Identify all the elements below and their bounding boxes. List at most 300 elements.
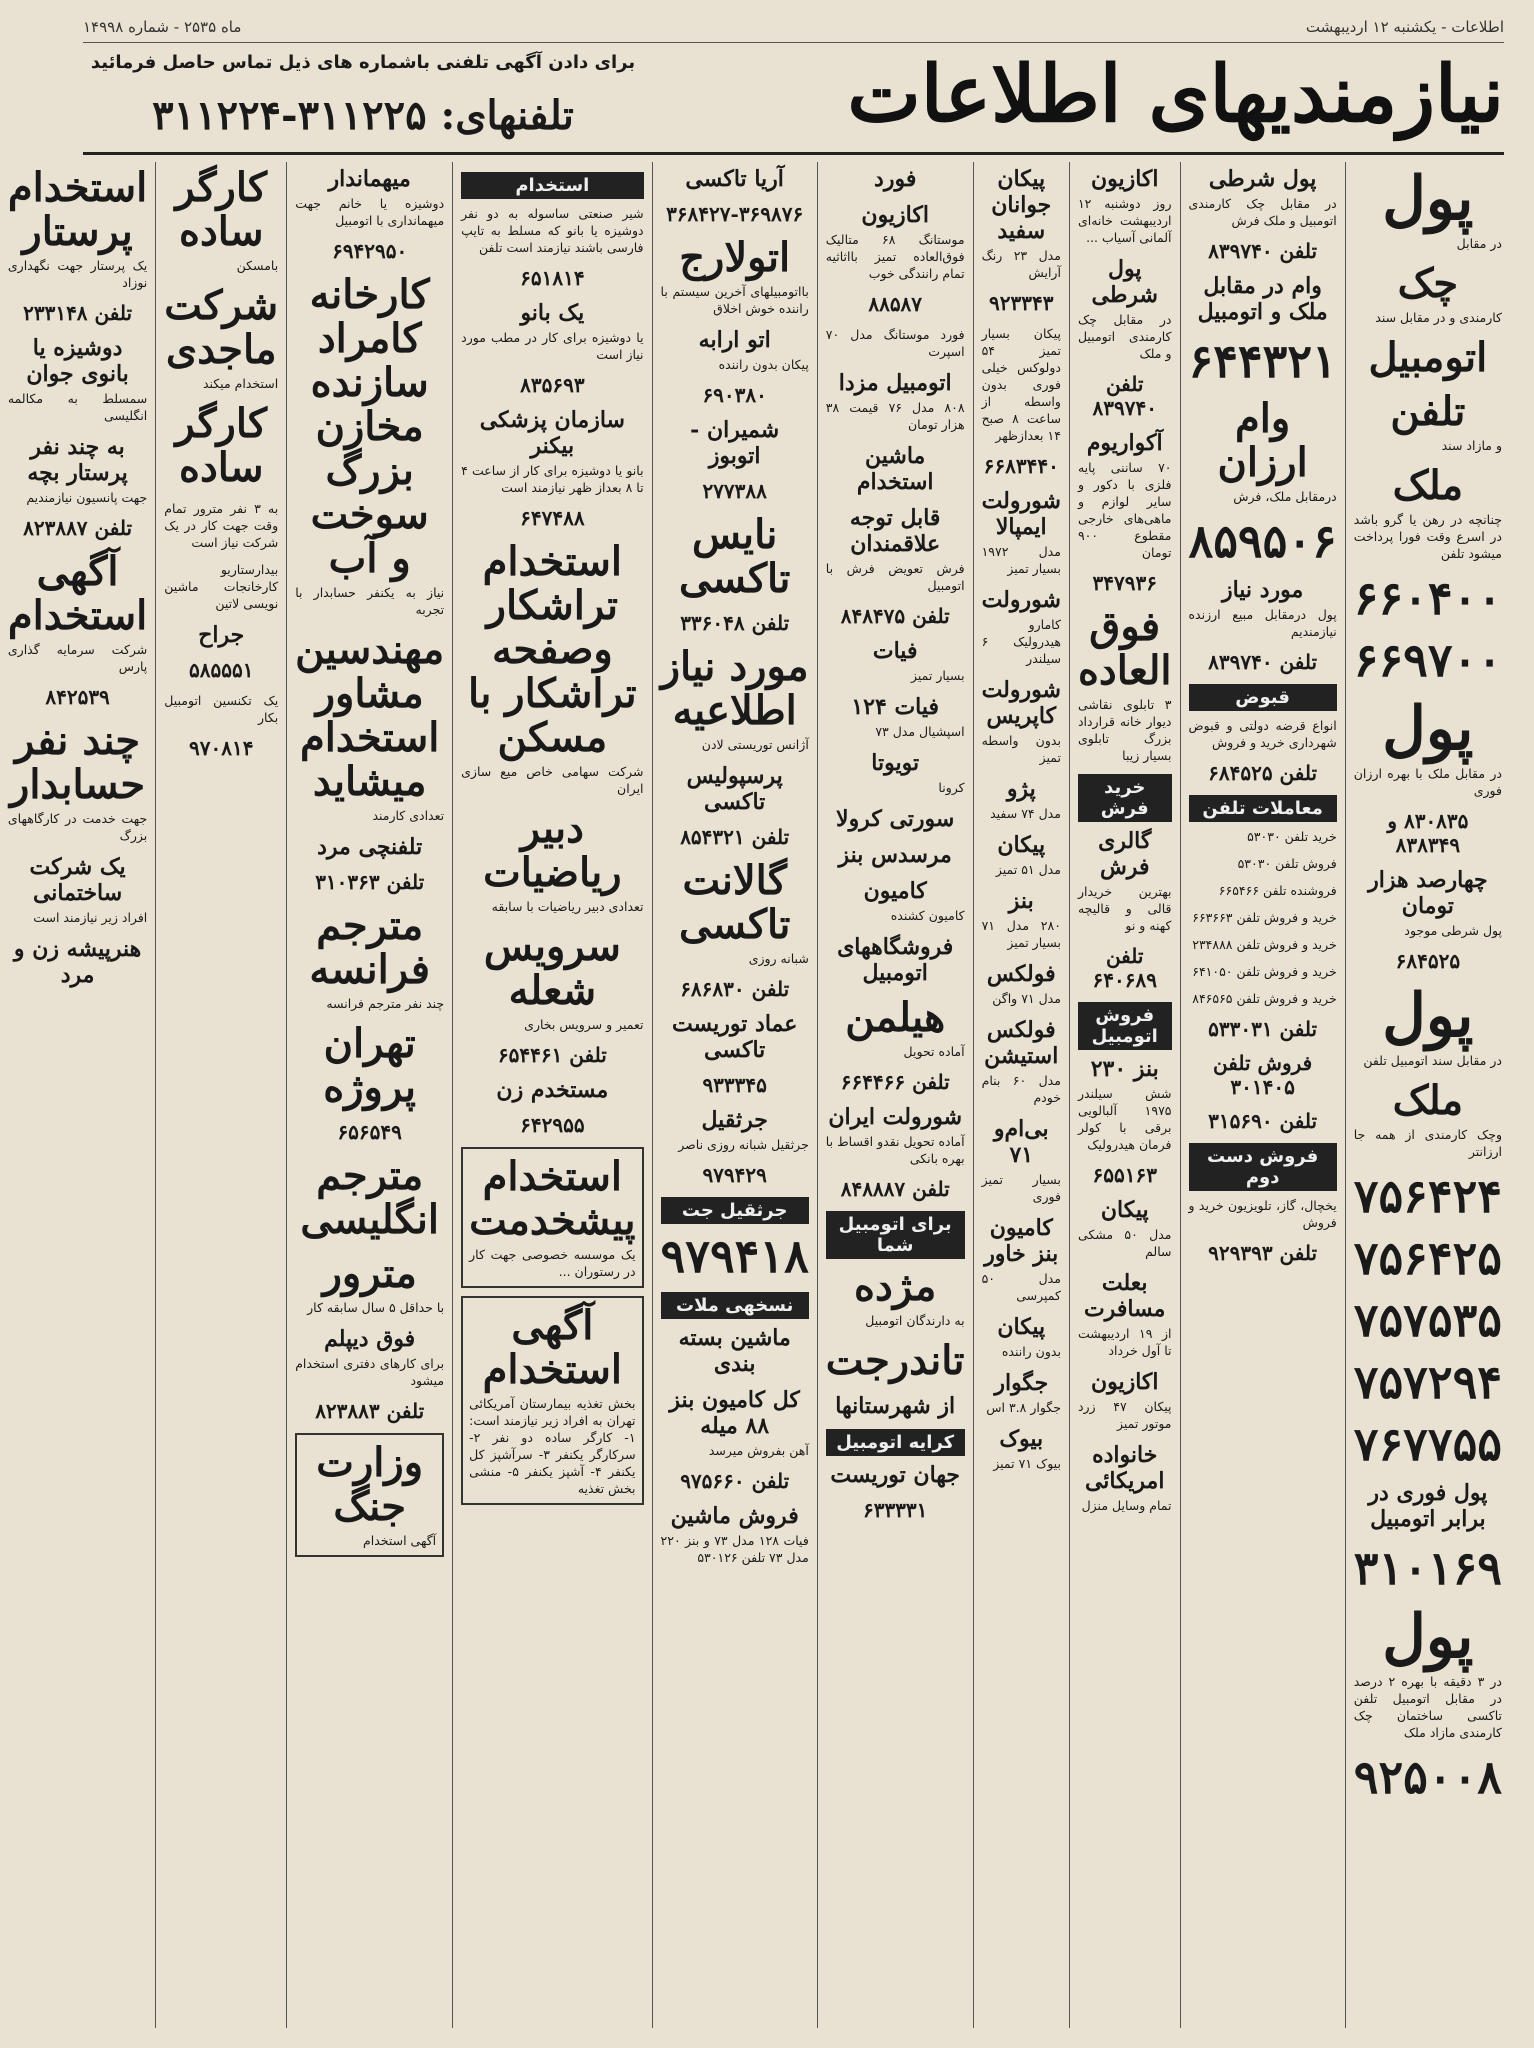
classified-ad (826, 878, 965, 924)
ad-phone-large: ۷۵۷۲۹۴ (1353, 1355, 1502, 1409)
page-title: نیازمندیهای اطلاعات (847, 49, 1504, 140)
ad-phone: ۸۴۲۵۳۹ (45, 685, 110, 709)
ad-column (0, 162, 155, 2028)
classified-ad (1354, 464, 1502, 562)
ad-title: پول (1382, 694, 1474, 764)
ad-text: شرکت سرمایه گذاری پارس (7, 642, 148, 674)
ad-title: دبیر ریاضیات (483, 805, 622, 896)
ad-text: خرید تلفن ۵۳۰۳۰ (1247, 829, 1337, 844)
classified-ad (661, 383, 809, 407)
ad-title: پول (1382, 164, 1474, 234)
classified-ad (826, 166, 965, 192)
classified-ad (1189, 1197, 1337, 1231)
ad-phone: تلفن ۸۲۳۸۸۷ (23, 516, 133, 540)
ad-title: اکازیون (1090, 166, 1159, 192)
ad-title: آگهی استخدام (482, 1302, 623, 1393)
classified-ad (461, 1296, 643, 1505)
classified-ad (295, 870, 444, 894)
ad-title: اکازیون (861, 202, 929, 228)
ad-title: سورتی کرولا (836, 806, 955, 832)
ad-text: فروشنده تلفن ۶۶۵۴۶۶ (1218, 883, 1337, 898)
classified-ad (1078, 1442, 1172, 1514)
classified-ad (8, 550, 147, 675)
ad-text: آهن بفروش میرسد (708, 1443, 809, 1458)
section-banner: استخدام (461, 172, 643, 199)
classified-ad (1189, 936, 1337, 953)
classified-ad (1354, 634, 1502, 686)
ad-title: جهان توریست (830, 1462, 961, 1488)
classified-ad (1189, 828, 1337, 845)
ad-title: نایس تاکسی (678, 511, 791, 602)
ad-phone-large: ۶۴۴۳۲۱ (1188, 334, 1337, 388)
ad-column (1345, 162, 1510, 2028)
ad-phone: ۶۴۷۴۸۸ (520, 506, 585, 530)
meta-date: اطلاعات - یکشنبه ۱۲ اردیبهشت (1305, 18, 1504, 36)
ad-title: به چند نفر پرستار بچه (27, 434, 128, 486)
ad-title: اتولارج (679, 234, 791, 281)
classified-ad (8, 335, 147, 424)
ad-text: فورد موستانگ مدل ۷۰ اسپرت (825, 327, 965, 359)
ad-text: بااتومبیلهای آخرین سیستم با راننده خوش اخلاق (660, 284, 809, 316)
classified-ad (661, 645, 809, 753)
ad-phone: تلفن ۶۶۴۴۶۶ (840, 1070, 950, 1094)
ad-text: استخدام میکند (202, 376, 279, 391)
ad-text: برای کارهای دفتری استخدام میشود (295, 1356, 445, 1388)
ad-phone: ۶۶۸۳۴۴۰ (983, 454, 1059, 478)
ad-phone: تلفن ۸۳۹۷۴۰ (1092, 372, 1157, 420)
classified-ad (8, 854, 147, 926)
section-banner: جرثقیل جت (661, 1197, 809, 1224)
classified-ad (1078, 166, 1172, 246)
ad-title: تلفنچی مرد (317, 834, 423, 860)
ad-phone: ۸۳۰۸۳۵ و ۸۳۸۳۴۹ (1387, 809, 1469, 857)
ad-text: به دارندگان اتومبیل (865, 1313, 965, 1328)
ad-title: تویوتا (871, 750, 920, 776)
classified-ad (1354, 262, 1502, 326)
classified-ad (982, 325, 1061, 444)
ad-title: یک شرکت ساختمانی (29, 854, 126, 906)
meta-issue: ماه ۲۵۳۵ - شماره ۱۴۹۹۸ (83, 18, 242, 36)
ad-title: استخدام تراشکار وصفحه تراشکار با مسکن (468, 538, 637, 761)
ad-phone: تلفن ۳۱۰۳۶۳ (315, 870, 425, 894)
classified-ad (661, 327, 809, 373)
ad-title: ماشین بسته بندی (678, 1325, 791, 1377)
classified-ad (8, 434, 147, 506)
ad-title: تلفن (1390, 388, 1466, 435)
ad-phone-large: ۸۵۹۵۰۶ (1188, 514, 1337, 568)
ad-column (817, 162, 973, 2028)
classified-ad (461, 266, 643, 290)
section-banner: فروش اتومبیل (1078, 1002, 1172, 1050)
classified-ad (826, 1070, 965, 1094)
classified-ad (1189, 335, 1337, 387)
classified-ad (1189, 963, 1337, 980)
ad-title: فروش ماشین (670, 1503, 799, 1529)
ad-column (1180, 162, 1345, 2028)
ad-text: شیر صنعتی ساسوله به دو نفر دوشیزه یا بانو که مسلط به تایپ فارسی باشند نیازمند است تلفن (461, 206, 644, 255)
ad-title: پژو (1006, 776, 1036, 802)
ad-title: از شهرستانها (835, 1393, 956, 1419)
classified-ad (164, 736, 278, 760)
ad-text: بانو یا دوشیزه برای کار از ساعت ۴ تا ۸ بعداز ظهر نیازمند است (461, 463, 644, 495)
classified-ad (826, 694, 965, 740)
ad-text: از ۱۹ اردیبهشت تا آول خرداد (1077, 1326, 1172, 1358)
section-banner: برای اتومبیل شما (826, 1211, 965, 1259)
ad-phone: ۶۵۶۵۴۹ (337, 1120, 402, 1144)
ad-text: کامارو هیدرولیک ۶ سیلندر (981, 617, 1061, 666)
ad-phone: تلفن ۸۵۴۳۲۱ (680, 825, 790, 849)
classified-ad (164, 166, 278, 274)
ad-title: مورد نیاز (1221, 577, 1304, 603)
ad-text: پول شرطی موجود (1404, 923, 1502, 938)
classified-ad (295, 1433, 444, 1557)
ad-title: کارگر ساده (175, 164, 268, 255)
classified-ad (982, 1116, 1061, 1205)
classified-ad (826, 326, 965, 360)
ad-text: مدل ۵۰ مشکی سالم (1077, 1227, 1172, 1259)
classified-ad (1189, 1109, 1337, 1133)
ad-title: پول فوری در برابر اتومبیل (1368, 1480, 1488, 1532)
classified-ad (982, 587, 1061, 667)
classified-ad (661, 859, 809, 967)
ad-phone-large: ۹۲۵۰۰۸ (1353, 1750, 1502, 1804)
ad-phone: ۹۳۳۳۴۵ (702, 1073, 767, 1097)
ad-phone: ۶۵۵۱۶۳ (1092, 1163, 1157, 1187)
ad-text: بسیار تمیز فوری (981, 1172, 1061, 1204)
classified-ad (1078, 1369, 1172, 1432)
ad-text: یا دوشیزه برای کار در مطب مورد نیاز است (461, 330, 644, 362)
classified-ad (1189, 717, 1337, 751)
ad-title: پول شرطی (1091, 256, 1158, 308)
classified-ad (1354, 166, 1502, 252)
ad-title: فولکس استیشن (984, 1017, 1059, 1069)
ad-title: چهارصد هزار تومان (1368, 867, 1488, 919)
classified-ad (1189, 761, 1337, 785)
ad-title: کارخانه کامراد سازنده مخازن بزرگ سوخت و آب (309, 271, 430, 582)
classified-ad (661, 1503, 809, 1566)
ad-title: تهران پروژه (323, 1020, 417, 1111)
ad-phone-large: ۹۷۹۴۱۸ (660, 1229, 809, 1283)
classified-ad (661, 1011, 809, 1063)
ad-title: وام در مقابل ملک و اتومبیل (1197, 273, 1328, 325)
ad-title: دوشیزه یا بانوی جوان (26, 335, 129, 387)
ad-title: مستخدم زن (496, 1077, 609, 1103)
classified-ad (1078, 1197, 1172, 1260)
ad-text: وچک کارمندی از همه جا ارزانتر (1353, 1127, 1502, 1159)
ad-phone-large: ۶۶۰۴۰۰ (1353, 571, 1502, 625)
classified-ad (461, 540, 643, 797)
ad-title: شورولت ایران (828, 1104, 963, 1130)
ad-title: عماد توریست تاکسی (671, 1011, 798, 1063)
classified-ad (661, 1107, 809, 1153)
classified-ad (826, 750, 965, 796)
ad-text: مدل ۲۳ رنگ آرایش (981, 248, 1061, 280)
ad-phone: ۸۸۵۸۷ (868, 292, 923, 316)
ad-title: فیات (872, 638, 918, 664)
classified-ad (982, 961, 1061, 1007)
ad-title: بی‌ام‌و ۷۱ (993, 1116, 1049, 1168)
classified-ad (461, 807, 643, 915)
ad-title: مترجم فرانسه (309, 902, 430, 993)
ad-title: ملک (1392, 462, 1464, 509)
classified-ad (1189, 855, 1337, 872)
ad-title: فوق العاده (1077, 603, 1172, 694)
ad-text: ۳ تابلوی نقاشی دیوار خانه قرارداد بزرگ تابلوی بسیار زیبا (1077, 697, 1172, 763)
classified-ad (1078, 372, 1172, 420)
ad-phone: ۹۲۳۳۴۳ (989, 291, 1054, 315)
classified-ad (295, 628, 444, 824)
ad-text: به ۳ نفر مترور تمام وقت جهت کار در یک شرکت نیاز است (164, 501, 279, 550)
ad-phone: ۶۹۴۲۹۵۰ (332, 239, 408, 263)
classified-ad (164, 500, 278, 551)
ad-phone-large: ۷۶۷۷۵۵ (1353, 1417, 1502, 1471)
ad-title: پرسپولیس تاکسی (686, 763, 783, 815)
classified-ad (661, 763, 809, 815)
ad-title: آکواریوم (1086, 430, 1163, 456)
classified-ad (982, 488, 1061, 577)
ad-text: بامسکن (236, 258, 279, 273)
classified-ad (461, 506, 643, 530)
ad-text: بسیار تمیز (910, 668, 965, 683)
classified-ad (1078, 1270, 1172, 1359)
classified-ad (1354, 1418, 1502, 1470)
ad-title: فروشگاههای اتومبیل (837, 934, 954, 986)
ad-text: ۷۰ ساننی پایه فلزی با دکور و سایر لوازم و ماهی‌های خارجی مقطوع ۹۰۰ تومان (1077, 460, 1172, 560)
ad-title: مورد نیاز اطلاعیه (660, 643, 809, 734)
ad-text: بیوک ۷۱ تمیز (993, 1456, 1061, 1471)
ad-phone: ۲۷۷۳۸۸ (702, 479, 767, 503)
ad-text: پول درمقابل مبیع ارزنده نیازمندیم (1188, 607, 1337, 639)
classified-ad (826, 1462, 965, 1488)
ad-text: روز دوشنبه ۱۲ اردیبهشت خانه‌ای آلمانی آسیاب ... (1077, 196, 1172, 245)
ad-text: بهترین خریدار قالی و قالیچه کهنه و نو (1077, 884, 1172, 933)
ad-title: بنز ۲۳۰ (1090, 1056, 1159, 1082)
classified-ad (1078, 1056, 1172, 1153)
ad-text: آماده تحویل (903, 1044, 965, 1059)
section-banner: معاملات تلفن (1189, 795, 1337, 822)
ad-text: ۸۰۸ مدل ۷۶ قیمت ۳۸ هزار تومان (825, 400, 965, 432)
ad-phone: تلفن ۸۳۹۷۴۰ (1208, 650, 1318, 674)
classified-ad (661, 479, 809, 503)
ad-title: فیات ۱۲۴ (851, 694, 940, 720)
ad-text: انواع قرضه دولتی و قبوض شهرداری خرید و فروش (1188, 718, 1337, 750)
classified-ad (1189, 515, 1337, 567)
ad-title: شرکت ماجدی (164, 282, 279, 373)
ad-title: پیکان (1100, 1197, 1149, 1223)
classified-ad (164, 561, 278, 612)
ad-text: مدل ۵۱ تمیز (995, 862, 1061, 877)
ad-text: یک موسسه خصوصی جهت کار در رستوران ... (469, 1247, 636, 1279)
classified-ad (826, 1339, 965, 1383)
classified-ad (661, 977, 809, 1001)
ad-text: ۲۸۰ مدل ۷۱ بسیار تمیز (981, 918, 1061, 950)
classified-ad (8, 516, 147, 540)
classified-ad (461, 300, 643, 363)
ad-title: هنرپیشه زن و مرد (13, 936, 142, 988)
classified-ad (1189, 990, 1337, 1007)
ad-title: سرویس شعله (483, 923, 621, 1014)
classified-ad (826, 806, 965, 832)
ad-title: هیلمن (845, 994, 946, 1041)
ad-column (155, 162, 286, 2028)
ad-phone: تلفن ۶۸۶۸۳۰ (680, 977, 790, 1001)
section-banner: نسخهی ملات (661, 1292, 809, 1319)
classified-ad (982, 776, 1061, 822)
section-banner: قبوض (1189, 684, 1337, 711)
classified-ad (826, 443, 965, 495)
classified-ad (982, 1215, 1061, 1304)
ad-text: در مقابل سند اتومبیل تلفن (1363, 1053, 1502, 1068)
ad-title: پیکان (997, 1314, 1046, 1340)
classified-ad (295, 239, 444, 263)
ad-phone: ۶۹۰۳۸۰ (702, 383, 767, 407)
ad-title: تاندرجت (825, 1337, 965, 1384)
ad-text: کامیون کشنده (890, 908, 965, 923)
classified-ad (1078, 828, 1172, 934)
classified-ad (1354, 572, 1502, 624)
section-banner: خرید فرش (1078, 774, 1172, 822)
ad-title: اتو ارابه (698, 327, 771, 353)
classified-ad (1354, 1542, 1502, 1594)
classified-ad (295, 904, 444, 1012)
classified-ad (1189, 397, 1337, 505)
page-meta-line (83, 18, 1504, 43)
ad-text: مدل ۵۰ کمپرسی (981, 1271, 1061, 1303)
ad-text: اسپشیال مدل ۷۳ (875, 724, 965, 739)
classified-ad (1189, 577, 1337, 640)
ad-phone-large: ۷۵۶۴۲۴ (1353, 1169, 1502, 1223)
ad-phone: تلفن ۸۳۹۷۴۰ (1208, 239, 1318, 263)
ad-phone: تلفن ۹۲۹۳۹۳ (1208, 1241, 1318, 1265)
ad-text: تعمیر و سرویس بخاری (524, 1017, 644, 1032)
ad-title: گالری فرش (1098, 828, 1152, 880)
classified-ad (461, 1113, 643, 1137)
classified-ad (1354, 983, 1502, 1069)
classified-ad (295, 834, 444, 860)
classified-ad (1354, 1480, 1502, 1532)
ad-text: مدل ۶۰ بنام خودم (981, 1073, 1061, 1105)
classified-ad (661, 513, 809, 601)
ad-title: میهماندار (328, 166, 411, 192)
classified-ad (1354, 1356, 1502, 1408)
classified-ad (461, 1147, 643, 1288)
ad-title: مژده (854, 1263, 937, 1310)
classified-ad (661, 166, 809, 192)
classified-ad (661, 1073, 809, 1097)
ad-text: آگهی استخدام (363, 1533, 437, 1548)
ad-text: شش سیلندر ۱۹۷۵ آلبالویی برقی با کولر فرمان هیدرولیک (1077, 1086, 1172, 1152)
ad-text: مدل ۷۱ واگن (992, 991, 1061, 1006)
classified-ad (1189, 273, 1337, 325)
classified-ad (1078, 430, 1172, 561)
ad-text: درمقابل ملک، فرش (1233, 489, 1337, 504)
ad-title: مهندسین مشاور استخدام میشاید (295, 626, 445, 805)
ad-text: کرونا (938, 780, 965, 795)
ad-phone: ۸۳۵۶۹۳ (520, 373, 585, 397)
classified-ad (661, 1387, 809, 1459)
ad-text: جگوار ۳.۸ اس (986, 1400, 1061, 1415)
ad-title: جگوار (994, 1370, 1049, 1396)
ad-text: پیکان بسیار تمیز ۵۴ دولوکس خیلی فوری بدون واسطه از ساعت ۸ صبح ۱۴ بعدازظهر (981, 326, 1061, 443)
classified-ad (826, 292, 965, 316)
classified-ad (826, 202, 965, 282)
ad-text: نیاز به یکنفر حسابدار با تجربه (295, 585, 445, 617)
ad-title: ماشین استخدام (856, 443, 934, 495)
classified-ad (295, 1252, 444, 1316)
classified-ad (461, 925, 643, 1033)
ad-phone: تلفن ۳۳۶۰۴۸ (680, 611, 790, 635)
ad-title: قابل توجه علاقمندان (849, 505, 941, 557)
classified-ad (1189, 1017, 1337, 1041)
ad-column (286, 162, 452, 2028)
classified-ad (164, 402, 278, 490)
ad-text: سمسلط به مکالمه انگلیسی (7, 391, 148, 423)
ad-title: مرسدس بنز (838, 842, 952, 868)
classified-ad (826, 1104, 965, 1167)
classified-ad (461, 1077, 643, 1103)
classified-ad (461, 407, 643, 496)
ad-title: وام ارزان (1217, 395, 1308, 486)
classified-ad (826, 934, 965, 986)
ad-text: در مقابل (1456, 236, 1502, 251)
ad-phone: ۶۸۴۵۲۵ (1395, 949, 1461, 973)
ad-title: اتومبیل (1368, 334, 1488, 381)
ad-text: در مقابل ملک با بهره ارزان فوری (1353, 766, 1502, 798)
ad-phone: ۹۷۹۴۲۹ (702, 1163, 767, 1187)
ad-text: جهت پانسیون نیازمندیم (26, 490, 148, 505)
section-banner: فروش دست دوم (1189, 1143, 1337, 1191)
ad-title: اتومبیل مزدا (838, 370, 952, 396)
ad-title: پیکان جوانان سفید (991, 166, 1052, 244)
classified-ad (826, 638, 965, 684)
classified-ad (826, 604, 965, 628)
classified-ad (1189, 650, 1337, 674)
ad-text: بدون واسطه تمیز (981, 733, 1061, 765)
ad-phone: تلفن ۶۸۴۵۲۵ (1208, 761, 1318, 785)
ad-phone-large: ۳۱۰۱۶۹ (1353, 1541, 1502, 1595)
ad-phone-large: ۷۵۷۵۳۵ (1353, 1293, 1502, 1347)
classified-ad (1189, 166, 1337, 229)
classified-ad (982, 291, 1061, 315)
classified-ad (164, 622, 278, 648)
classified-ad (1354, 1170, 1502, 1222)
classified-ad (661, 1469, 809, 1493)
classified-ad (826, 505, 965, 594)
newspaper-page (7, 0, 1534, 2048)
classified-ad (826, 1265, 965, 1329)
classified-ad (461, 1043, 643, 1067)
ad-title: چند نفر حسابدار (10, 717, 146, 808)
ad-phone: ۳۴۷۹۳۶ (1092, 571, 1157, 595)
ad-title: مترجم انگلیسی (300, 1152, 439, 1243)
ad-text: مدل ۷۴ سفید (990, 806, 1061, 821)
ad-column (973, 162, 1069, 2028)
ad-title: فولکس (986, 961, 1056, 987)
classified-ad (1354, 867, 1502, 939)
classified-ad (8, 719, 147, 844)
classified-ad (661, 1325, 809, 1377)
ad-text: شرکت سهامی خاص میع سازی ایران (461, 764, 644, 796)
ad-columns (7, 162, 1510, 2028)
classified-ad (8, 936, 147, 988)
ad-text: خرید و فروش تلفن ۸۴۶۵۶۵ (1192, 991, 1337, 1006)
ad-text: جرثقیل شبانه روزی ناصر (678, 1137, 809, 1152)
classified-ad (1354, 1604, 1502, 1741)
ad-phone-large: ۶۶۹۷۰۰ (1353, 633, 1502, 687)
classified-ad (295, 166, 444, 229)
ad-text: بدون راننده (1001, 1344, 1061, 1359)
classified-ad (661, 236, 809, 317)
